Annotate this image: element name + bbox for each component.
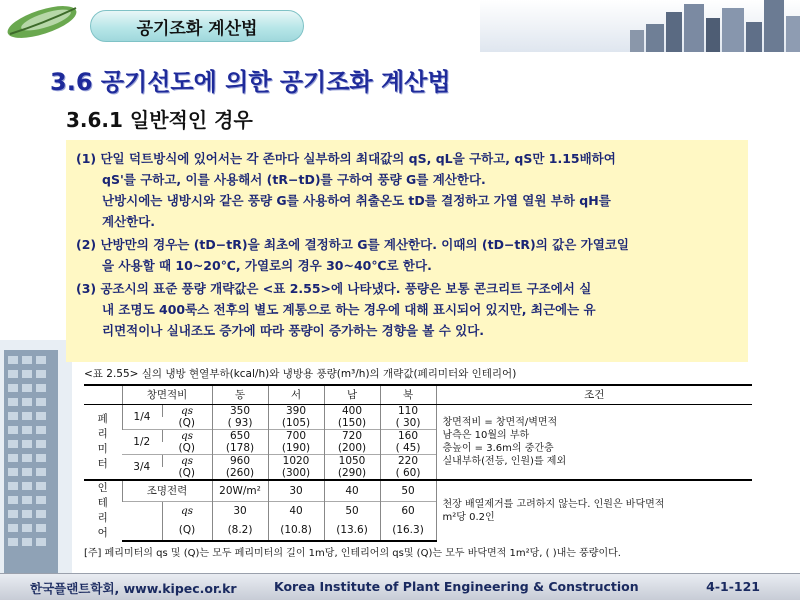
value-cell: (16.3) xyxy=(380,521,436,541)
table-header: 창면적비 xyxy=(122,385,212,405)
table-header: 동 xyxy=(212,385,268,405)
table-header: 조건 xyxy=(436,385,752,405)
value-cell: 110 xyxy=(380,405,436,418)
table-header-row xyxy=(84,385,752,405)
value-cell: 960 xyxy=(212,455,268,468)
note-number: (1) xyxy=(76,151,97,166)
table-row xyxy=(84,405,752,418)
note-line: 내 조명도 400룩스 전후의 별도 계통으로 하는 경우에 대해 표시되어 있지만, 최근에는 유 xyxy=(102,302,596,317)
note-line: 리면적이나 실내조도 증가에 따라 풍량이 증가하는 경향을 볼 수 있다. xyxy=(102,323,485,338)
value-cell: ( 60) xyxy=(380,467,436,480)
interior-label: 인 테 리 어 xyxy=(84,480,122,541)
value-cell: ( 45) xyxy=(380,442,436,455)
note-line: 난방만의 경우는 (tD−tR)을 최초에 결정하고 G를 계산한다. 이때의 (tD−tR)의 값은 가열코일 xyxy=(100,237,629,252)
city-skyline-image-icon xyxy=(480,0,800,52)
symbol-cell: qs xyxy=(162,405,212,418)
table-header: 북 xyxy=(380,385,436,405)
symbol-cell: (Q) xyxy=(178,442,195,454)
value-cell: 40 xyxy=(324,480,380,501)
page-title: 3.6 공기선도에 의한 공기조화 계산법 xyxy=(50,68,451,96)
table-header: 남 xyxy=(324,385,380,405)
section-subtitle: 3.6.1 일반적인 경우 xyxy=(66,108,253,132)
ratio-cell: 3/4 xyxy=(122,455,162,481)
symbol-cell: (Q) xyxy=(178,467,195,479)
load-table-block xyxy=(84,366,752,576)
table-caption: <표 2.55> 실의 냉방 현열부하(kcal/h)와 냉방용 풍량(m³/h)의 개략값(페리미터와 인테리어) xyxy=(84,368,517,380)
value-cell: 720 xyxy=(324,430,380,443)
symbol-cell: qs xyxy=(162,455,212,468)
table-footnote: [주] 페리미터의 qs 및 (Q)는 모두 페리미터의 길이 1m당, 인테리어의 qs및 (Q)는 모두 바닥면적 1m²당, ( )내는 풍량이다. xyxy=(84,548,621,559)
value-cell: (105) xyxy=(268,417,324,430)
note-line: 난방시에는 냉방시와 같은 풍량 G를 사용하여 취출온도 tD를 결정하고 가열 열원 부하 qH를 xyxy=(102,193,611,208)
value-cell: 50 xyxy=(380,480,436,501)
note-line: 을 사용할 때 10~20℃, 가열로의 경우 30~40℃로 한다. xyxy=(102,258,432,273)
title-block xyxy=(50,62,451,97)
note-line: 단일 덕트방식에 있어서는 각 존마다 실부하의 최대값의 qS, qL을 구하고, qS만 1.15배하여 xyxy=(100,151,616,166)
value-cell: 20W/m² xyxy=(212,480,268,501)
note-line: 계산한다. xyxy=(102,214,156,229)
value-cell: ( 30) xyxy=(380,417,436,430)
conditions-perimeter: 창면적비 = 창면적/벽면적 남측은 10월의 부하 층높이 = 3.6m의 중간층 실내부하(전등, 인원)를 제외 xyxy=(436,405,752,481)
note-number: (3) xyxy=(76,281,97,296)
light-label-cell: 조명전력 xyxy=(122,480,212,501)
note-item xyxy=(76,234,738,276)
section-header-label: 공기조화 계산법 xyxy=(136,18,258,39)
value-cell: (13.6) xyxy=(324,521,380,541)
conditions-interior: 천장 배열제거를 고려하지 않는다. 인원은 바닥면적 m²당 0.2인 xyxy=(436,480,752,541)
value-cell: 50 xyxy=(324,501,380,521)
value-cell: 40 xyxy=(268,501,324,521)
value-cell: 1050 xyxy=(324,455,380,468)
value-cell: ( 93) xyxy=(212,417,268,430)
value-cell: 700 xyxy=(268,430,324,443)
symbol-cell: (Q) xyxy=(178,417,195,429)
page-number: 4-1-121 xyxy=(706,579,760,594)
table-row xyxy=(84,480,752,501)
note-number: (2) xyxy=(76,237,97,252)
perimeter-label: 페 리 미 터 xyxy=(84,405,122,481)
symbol-cell: (Q) xyxy=(162,521,212,541)
value-cell: (260) xyxy=(212,467,268,480)
value-cell: (200) xyxy=(324,442,380,455)
ratio-cell: 1/2 xyxy=(122,430,162,455)
value-cell: (8.2) xyxy=(212,521,268,541)
value-cell: 650 xyxy=(212,430,268,443)
ratio-cell: 1/4 xyxy=(122,405,162,430)
value-cell: 350 xyxy=(212,405,268,418)
note-line: 공조시의 표준 풍량 개략값은 <표 2.55>에 나타냈다. 풍량은 보통 콘크리트 구조에서 실 xyxy=(100,281,592,296)
note-item xyxy=(76,148,738,232)
value-cell: 390 xyxy=(268,405,324,418)
footer-organization: 한국플랜트학회, www.kipec.or.kr xyxy=(30,581,237,596)
value-cell: 220 xyxy=(380,455,436,468)
load-table xyxy=(84,384,752,542)
value-cell: (190) xyxy=(268,442,324,455)
symbol-cell: qs xyxy=(162,430,212,443)
section-header-pill xyxy=(90,10,304,42)
value-cell: (150) xyxy=(324,417,380,430)
note-line: qS'를 구하고, 이를 사용해서 (tR−tD)를 구하여 풍량 G를 계산한다. xyxy=(102,172,486,187)
value-cell: 400 xyxy=(324,405,380,418)
green-leaf-logo-icon xyxy=(2,2,82,40)
value-cell: 160 xyxy=(380,430,436,443)
value-cell: 1020 xyxy=(268,455,324,468)
office-building-image-icon xyxy=(0,340,72,580)
footer-institute: Korea Institute of Plant Engineering & Construction xyxy=(274,579,639,594)
value-cell: (300) xyxy=(268,467,324,480)
value-cell: (178) xyxy=(212,442,268,455)
symbol-cell: qs xyxy=(162,501,212,521)
notes-box xyxy=(66,140,748,362)
footer-bar xyxy=(0,573,800,600)
value-cell: 60 xyxy=(380,501,436,521)
value-cell: 30 xyxy=(212,501,268,521)
table-header: 서 xyxy=(268,385,324,405)
value-cell: (10.8) xyxy=(268,521,324,541)
note-item xyxy=(76,278,738,341)
value-cell: (290) xyxy=(324,467,380,480)
value-cell: 30 xyxy=(268,480,324,501)
